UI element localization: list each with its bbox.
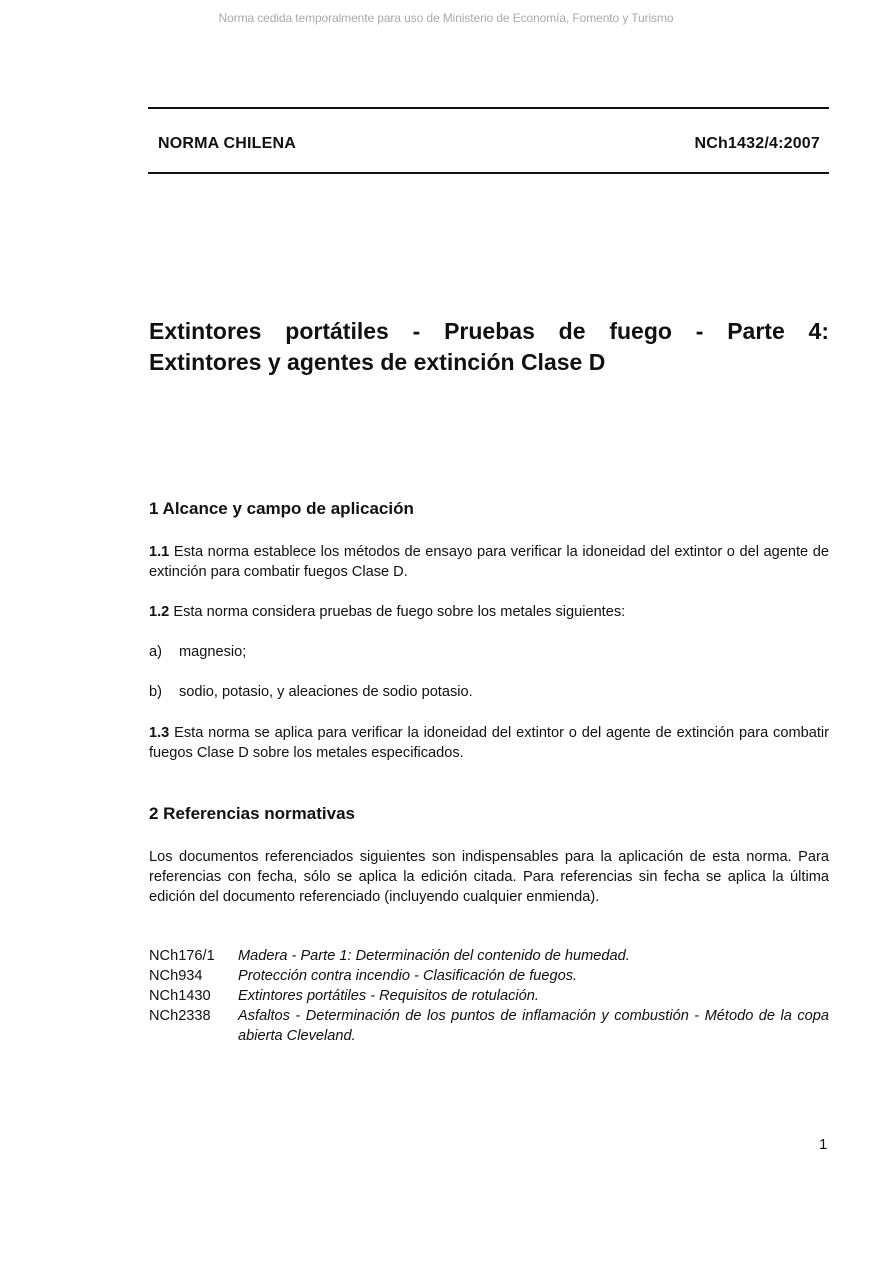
reference-row [149, 1006, 829, 1046]
header-standard-code: NCh1432/4:2007 [694, 135, 820, 152]
paragraph-1-3-number: 1.3 [149, 725, 170, 741]
paragraph-1-2-number: 1.2 [149, 604, 170, 620]
reference-row [149, 986, 829, 1006]
list-item-b-text: sodio, potasio, y aleaciones de sodio potasio. [179, 684, 473, 700]
list-item-b-marker: b) [149, 684, 162, 700]
document-title-line-1: Extintores portátiles - Pruebas de fuego - Parte 4: [149, 318, 829, 344]
header-standard-label: NORMA CHILENA [158, 135, 296, 152]
section-2-intro: Los documentos referenciados siguientes son indispensables para la aplicación de esta norma. Para referencias con fecha, sólo se aplica la edición citada. Para referencias sin fecha se aplica la última edición del documento referenciado (incluyendo cualquier enmienda). [149, 849, 829, 905]
list-item-a-text: magnesio; [179, 644, 247, 660]
paragraph-1-1-number: 1.1 [149, 544, 170, 560]
paragraph-1-3-text: Esta norma se aplica para verificar la idoneidad del extintor o del agente de extinción para combatir fuegos Clase D sobre los metales especificados. [149, 725, 829, 761]
section-1-heading: 1 Alcance y campo de aplicación [149, 499, 414, 518]
reference-code: NCh2338 [149, 1008, 211, 1024]
paragraph-1-2-text: Esta norma considera pruebas de fuego sobre los metales siguientes: [169, 604, 626, 620]
reference-title: Asfaltos - Determinación de los puntos de inflamación y combustión - Método de la copa abierta Cleveland. [238, 1008, 829, 1044]
paragraph-1-3 [149, 723, 829, 763]
document-title [149, 316, 829, 378]
list-item-a-marker: a) [149, 644, 162, 660]
reference-title: Extintores portátiles - Requisitos de rotulación. [238, 988, 539, 1004]
paragraph-1-1 [149, 542, 829, 582]
watermark: Norma cedida temporalmente para uso de Ministerio de Economía, Fomento y Turismo [218, 11, 674, 25]
reference-row [149, 966, 829, 986]
reference-title: Protección contra incendio - Clasificación de fuegos. [238, 968, 578, 984]
reference-code: NCh1430 [149, 988, 211, 1004]
reference-title: Madera - Parte 1: Determinación del contenido de humedad. [238, 948, 630, 964]
page-number: 1 [819, 1136, 828, 1153]
normative-references-list [149, 946, 829, 1046]
list-item-b [149, 682, 473, 702]
header-top-rule [148, 107, 829, 109]
header-bottom-rule [148, 172, 829, 174]
reference-code: NCh934 [149, 968, 203, 984]
paragraph-1-1-text: Esta norma establece los métodos de ensayo para verificar la idoneidad del extintor o del agente de extinción para combatir fuegos Clase D. [149, 544, 829, 580]
section-2-heading: 2 Referencias normativas [149, 804, 355, 823]
reference-row [149, 946, 829, 966]
reference-code: NCh176/1 [149, 948, 215, 964]
list-item-a [149, 642, 246, 662]
paragraph-1-2 [149, 602, 829, 622]
document-title-line-2: Extintores y agentes de extinción Clase D [149, 349, 606, 375]
